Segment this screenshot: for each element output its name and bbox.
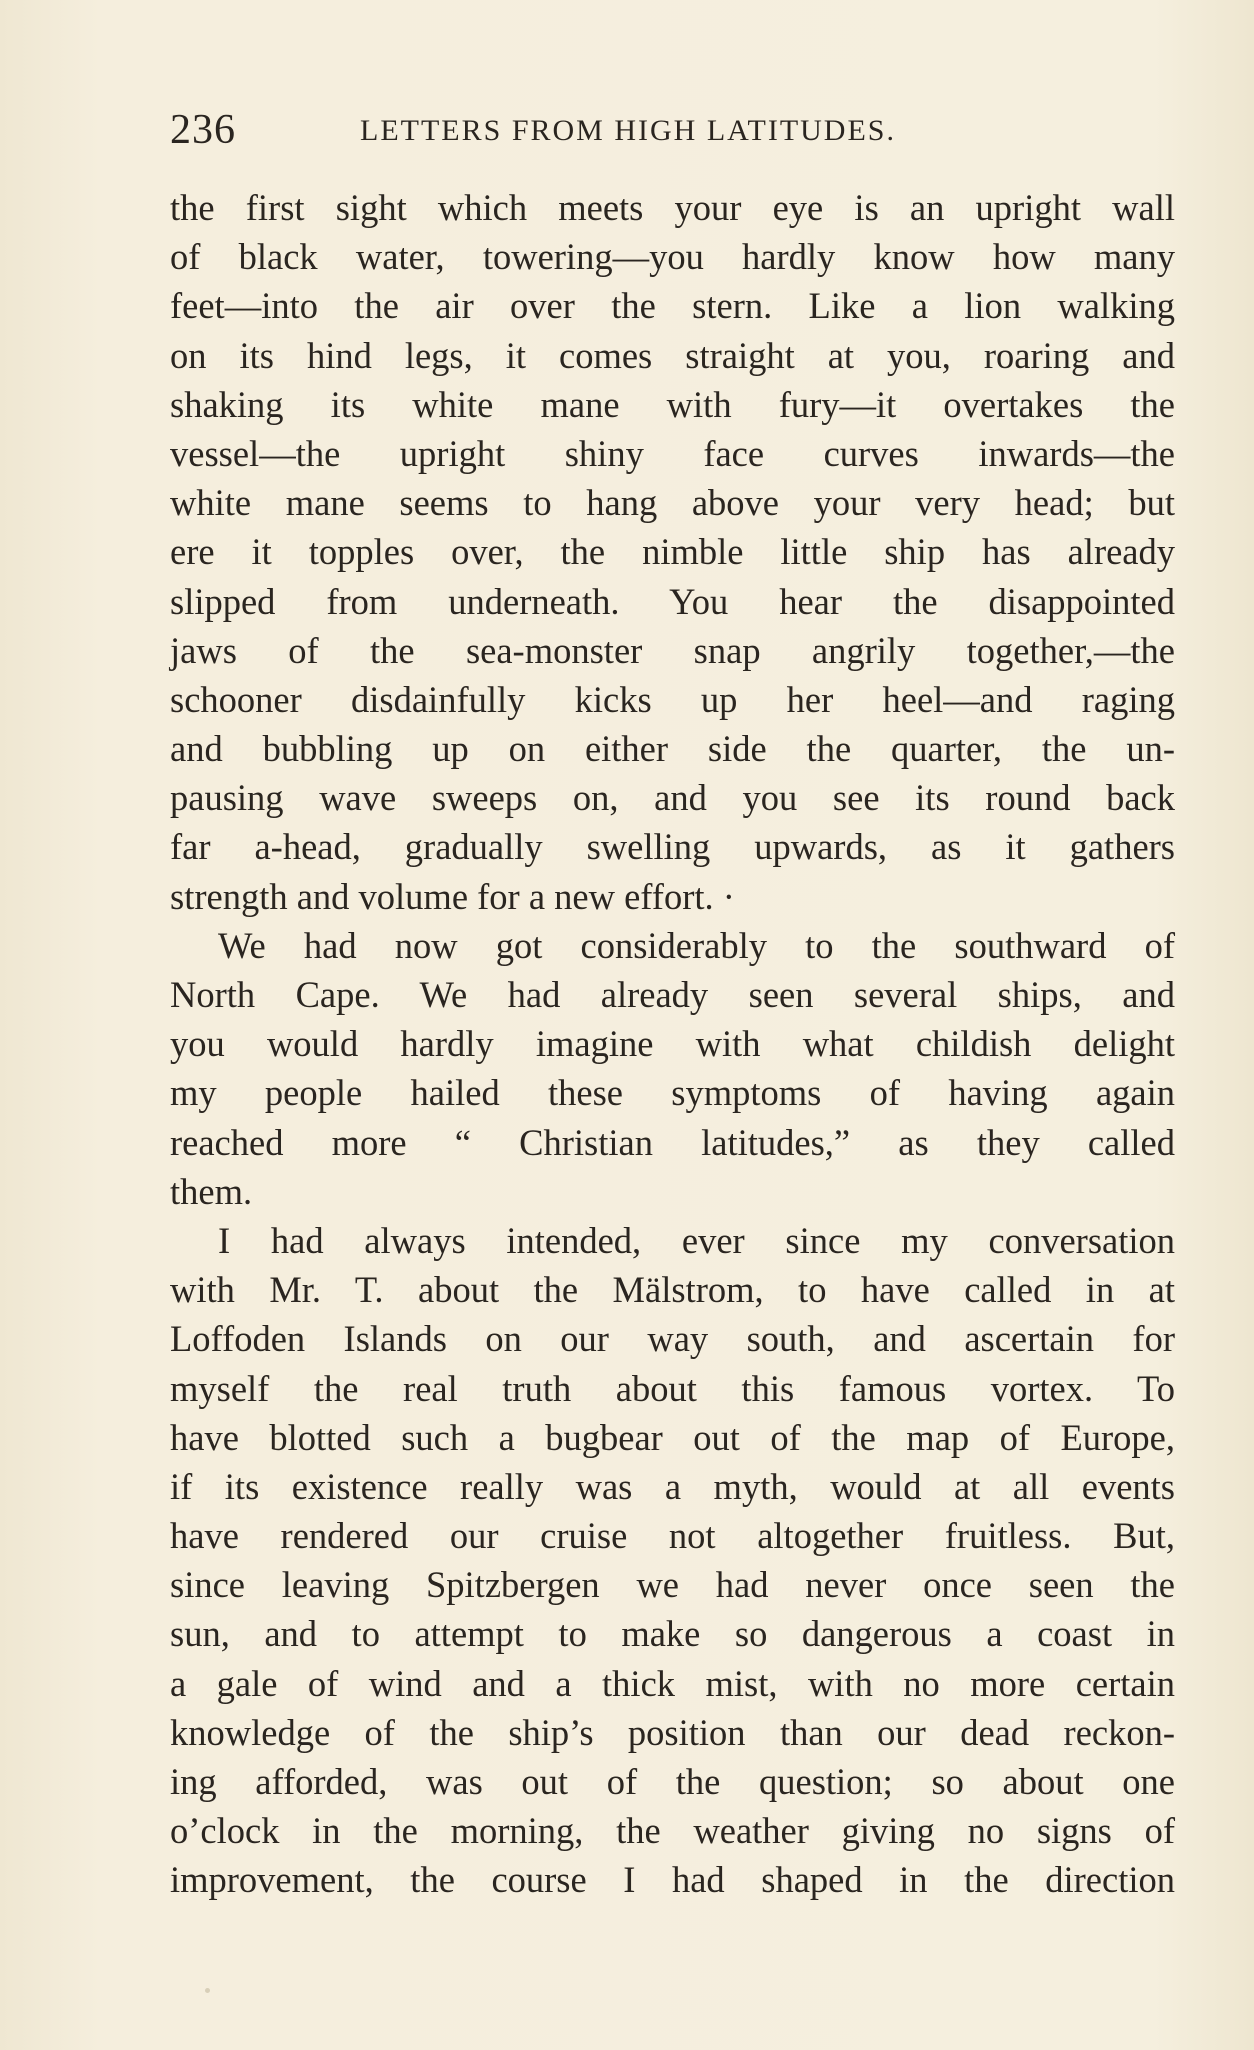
text-line: and bubbling up on either side the quarter, the un- <box>170 728 1175 770</box>
text-line: have rendered our cruise not altogether fruitless. But, <box>170 1515 1175 1557</box>
paper-speck <box>205 1988 210 1993</box>
page-header <box>170 100 1175 160</box>
text-line: with Mr. T. about the Mälstrom, to have called in at <box>170 1269 1175 1311</box>
text-line: since leaving Spitzbergen we had never once seen the <box>170 1564 1175 1606</box>
text-line: slipped from underneath. You hear the disappointed <box>170 580 1175 622</box>
text-line: improvement, the course I had shaped in the direction <box>170 1859 1175 1901</box>
text-line: the first sight which meets your eye is an upright wall <box>170 187 1175 228</box>
text-line: o’clock in the morning, the weather giving no signs of <box>170 1810 1175 1852</box>
text-line: Loffoden Islands on our way south, and ascertain for <box>170 1318 1175 1360</box>
text-line-paragraph-end: strength and volume for a new effort. · <box>170 875 735 917</box>
text-line: myself the real truth about this famous vortex. To <box>170 1367 1175 1409</box>
text-line: jaws of the sea-monster snap angrily together,—the <box>170 629 1175 671</box>
body-text <box>170 183 1175 1905</box>
text-line: shaking its white mane with fury—it overtakes the <box>170 383 1175 425</box>
text-line: a gale of wind and a thick mist, with no more certain <box>170 1662 1175 1704</box>
text-line: of black water, towering—you hardly know how many <box>170 236 1175 278</box>
text-line: white mane seems to hang above your very head; but <box>170 482 1175 524</box>
text-line: ing afforded, was out of the question; so about one <box>170 1761 1175 1802</box>
text-line: have blotted such a bugbear out of the map of Europe, <box>170 1416 1175 1458</box>
text-line: my people hailed these symptoms of having again <box>170 1072 1175 1114</box>
text-line: North Cape. We had already seen several ships, and <box>170 974 1175 1015</box>
page-number: 236 <box>170 107 236 153</box>
text-line: far a-head, gradually swelling upwards, as it gathers <box>170 826 1175 868</box>
text-line-paragraph-start: We had now got considerably to the southward of <box>218 924 1175 966</box>
text-line: schooner disdainfully kicks up her heel—and raging <box>170 678 1175 720</box>
text-line: feet—into the air over the stern. Like a lion walking <box>170 285 1175 327</box>
text-line: vessel—the upright shiny face curves inwards—the <box>170 432 1175 474</box>
text-line: pausing wave sweeps on, and you see its round back <box>170 777 1175 819</box>
text-line: reached more “ Christian latitudes,” as they called <box>170 1121 1175 1163</box>
text-line-paragraph-end: them. <box>170 1170 253 1212</box>
text-line: you would hardly imagine with what childish delight <box>170 1023 1175 1065</box>
text-line: knowledge of the ship’s position than our dead reckon- <box>170 1711 1175 1753</box>
text-line: if its existence really was a myth, would at all events <box>170 1465 1175 1507</box>
text-line-paragraph-start: I had always intended, ever since my conversation <box>218 1219 1175 1261</box>
running-head: LETTERS FROM HIGH LATITUDES. <box>360 114 896 147</box>
text-line: sun, and to attempt to make so dangerous a coast in <box>170 1613 1175 1655</box>
text-line: ere it topples over, the nimble little ship has already <box>170 531 1175 573</box>
text-line: on its hind legs, it comes straight at you, roaring and <box>170 334 1175 376</box>
